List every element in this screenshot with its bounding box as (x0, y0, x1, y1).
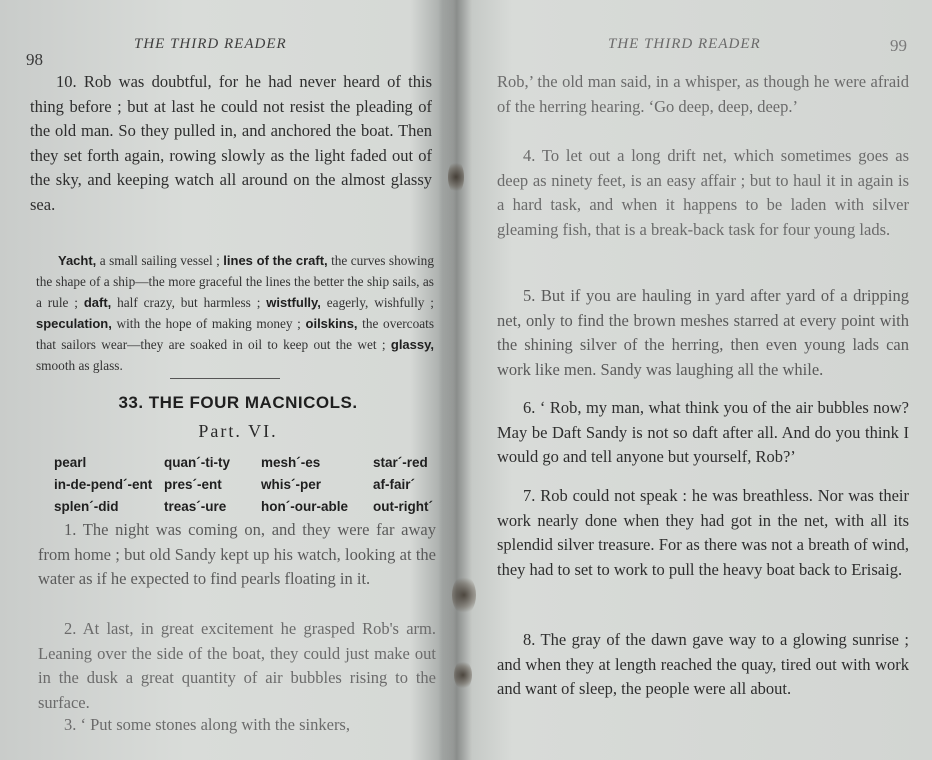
vocab-word: quan´-ti-ty (164, 455, 230, 470)
vocab-word: out-right´ (373, 499, 433, 514)
paragraph-2: 2. At last, in great excitement he grasped Rob's arm. Leaning over the side of the boat, they could just make out in the dusk a great quantity of air bubbles rising to the surface. (38, 619, 436, 712)
paragraph-8: 8. The gray of the dawn gave way to a glowing sunrise ; and when they at length reached the quay, tired out with work and want of sleep, the people were all about. (497, 630, 909, 698)
vocab-word: pearl (54, 455, 87, 470)
vocab-word: star´-red (373, 455, 428, 470)
page-number-left: 98 (26, 50, 43, 69)
section-divider (170, 378, 280, 379)
vocabulary-list (54, 452, 434, 517)
glossary-term: Yacht, (58, 253, 97, 268)
running-head-left: THE THIRD READER (134, 36, 287, 52)
glossary-term: lines of the craft, (223, 253, 328, 268)
vocab-word: in-de-pend´-ent (54, 477, 153, 492)
vocab-word: splen´-did (54, 499, 119, 514)
vocab-word: treas´-ure (164, 499, 227, 514)
paragraph-6: 6. ‘ Rob, my man, what think you of the air bubbles now? May be Daft Sandy is not so daft after all. And do you think I would go and tell anyone but yourself, Rob?’ (497, 398, 909, 466)
paragraph-10: 10. Rob was doubtful, for he had never heard of this thing before ; but at last he could not resist the pleading of the old man. So they pulled in, and anchored the boat. Then they set forth again, rowing slowly as the light faded out of the sky, and keeping watch all around on the almost glassy sea. (30, 72, 432, 214)
glossary-def: a small sailing vessel ; (96, 253, 224, 268)
glossary-def: the overcoats that sailors wear—they are soaked in oil to keep out the wet ; (36, 316, 435, 352)
chapter-title: 33. THE FOUR MACNICOLS. (118, 393, 358, 412)
glossary-term: speculation, (36, 316, 112, 331)
running-head-right: THE THIRD READER (608, 36, 761, 52)
glossary-term: daft, (83, 295, 112, 310)
paragraph-3-start: 3. ‘ Put some stones along with the sinkers, (64, 715, 350, 734)
glossary-def: half crazy, but harmless ; (111, 295, 267, 310)
vocab-word: af-fair´ (373, 477, 416, 492)
page-number-right: 99 (890, 36, 907, 55)
part-title: Part. VI. (198, 421, 278, 441)
glossary-def: smooth as glass. (36, 358, 123, 373)
glossary-term: glassy, (390, 337, 434, 352)
paragraph-5: 5. But if you are hauling in yard after yard of a dripping net, only to find the brown meshes starred at every point with the shining silver of the herring, then even young lads can work like men. Sandy was laughing all the while. (497, 286, 909, 379)
paragraph-3-continued: Rob,’ the old man said, in a whisper, as though he were afraid of the herring hearing. ‘Go deep, deep, deep.’ (497, 72, 909, 116)
glossary-term: wistfully, (266, 295, 321, 310)
paragraph-1: 1. The night was coming on, and they were far away from home ; but old Sandy kept up his watch, looking at the water as if he expected to find pearls floating in it. (38, 520, 436, 588)
vocab-word: mesh´-es (261, 455, 321, 470)
vocab-word: whis´-per (261, 477, 322, 492)
glossary-term: oilskins, (305, 316, 358, 331)
paragraph-4: 4. To let out a long drift net, which sometimes goes as deep as ninety feet, is an easy affair ; but to haul it in again is a hard task, and when it happens to be laden with silver gleaming fish, that is a break-back task for four young lads. (497, 146, 909, 239)
glossary (36, 250, 434, 376)
glossary-def: eagerly, wishfully ; (320, 295, 434, 310)
glossary-def: with the hope of making money ; (111, 316, 306, 331)
vocab-word: hon´-our-able (261, 499, 348, 514)
vocab-word: pres´-ent (164, 477, 222, 492)
glossary-def: the curves showing the shape of a ship—the more graceful the lines the better the ship sails, as a rule ; (36, 253, 434, 310)
paragraph-7: 7. Rob could not speak : he was breathless. Nor was their work nearly done when they had got in the net, with all its splendid silver treasure. For as there was not a breath of wind, they had to set to work to pull the heavy boat back to Erisaig. (497, 486, 909, 579)
